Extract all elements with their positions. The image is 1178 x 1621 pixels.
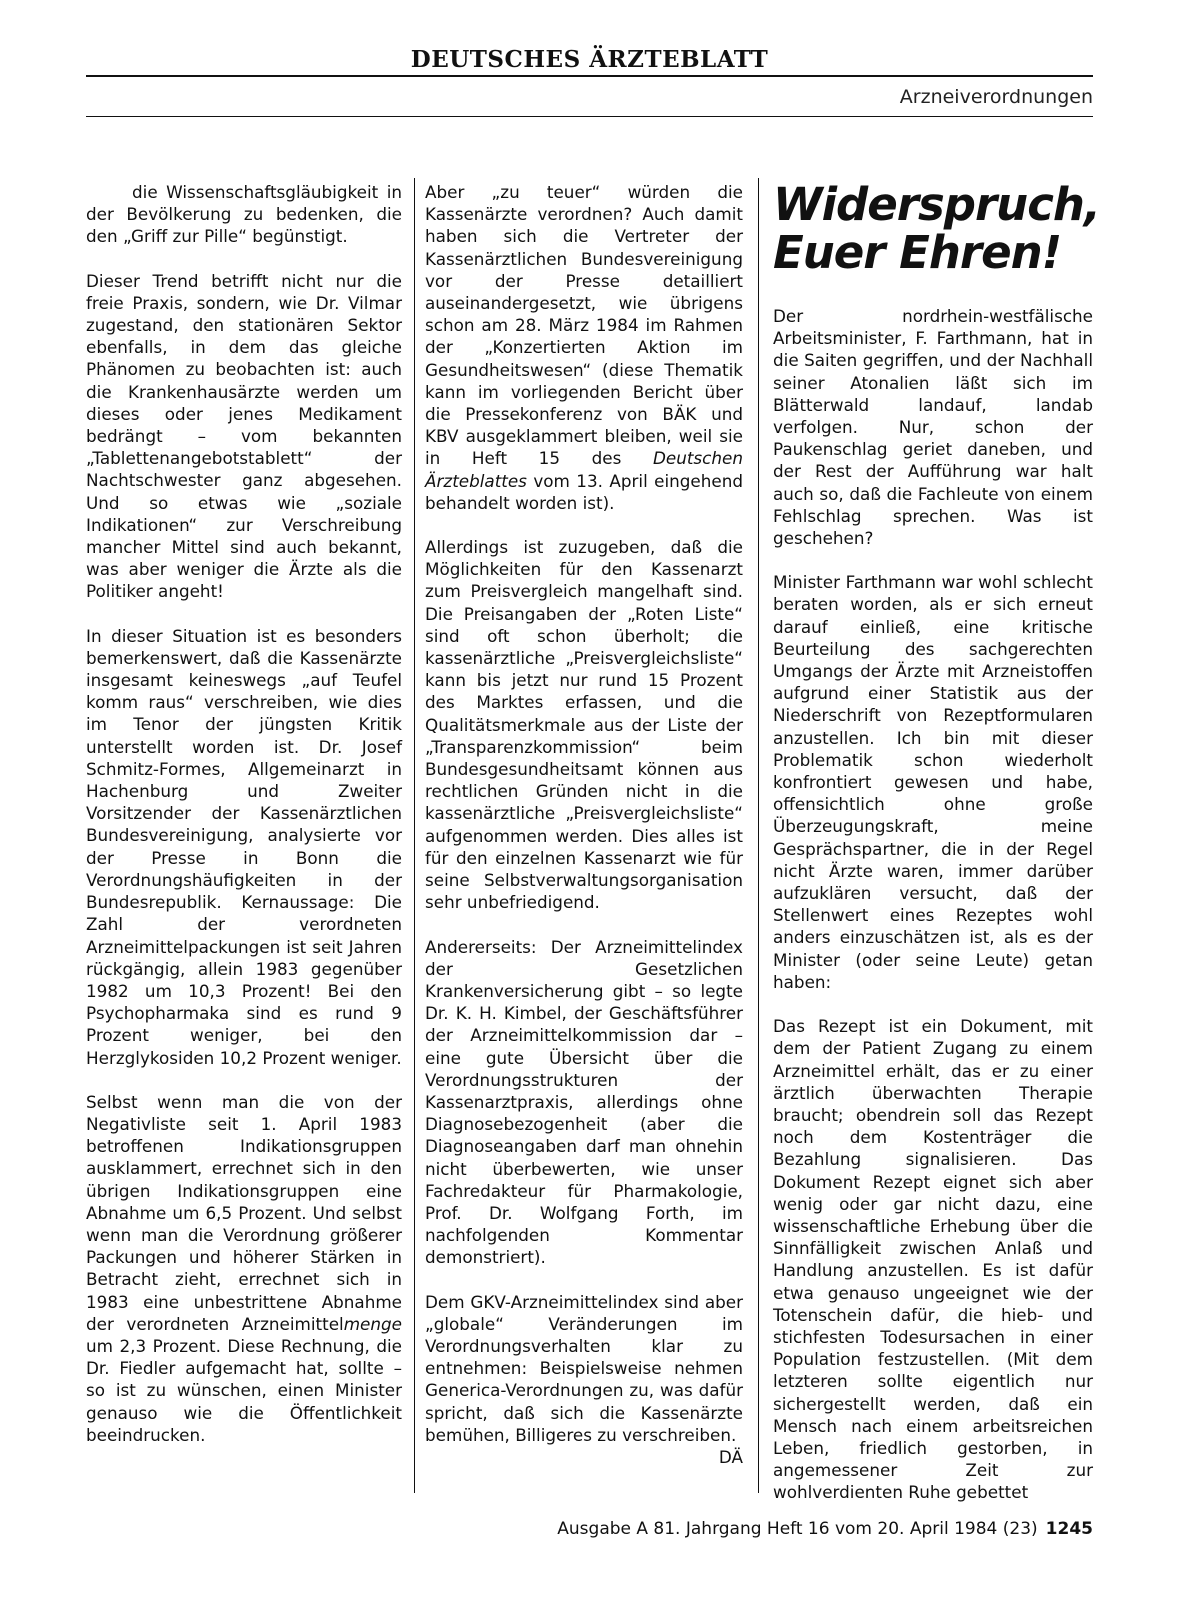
text-run: Selbst wenn man die von der Negativliste seit 1. April 1983 betroffenen Indikationsgruppen ausklammert, errechnet sich in den übrigen Indikationsgruppen eine Abnahme um 6,5 Prozent. Und selbst wenn man die Verordnung größerer Packungen und höherer Stärken in Betracht zieht, errechnet sich in 1983 eine unbestrittene Abnahme der verordneten Arzneimittel	[86, 1091, 402, 1334]
paragraph	[86, 1091, 402, 1446]
commentary-column	[773, 178, 1101, 1526]
emphasis: Deutschen Ärzteblattes	[425, 448, 743, 491]
paragraph: In dieser Situation ist es besonders bemerkenswert, daß die Kassenärzte insgesamt keineswegs „auf Teufel komm raus“ verschreiben, wie dies im Tenor der jüngsten Kritik unterstellt worden ist. Dr. Josef Schmitz-Formes, Allgemeinarzt in Hachenburg und Zweiter Vorsitzender der Kassenärztlichen Bundesvereinigung, analysierte vor der Presse in Bonn die Verordnungshäufigkeiten in der Bundesrepublik. Kernaussage: Die Zahl der verordneten Arzneimittelpackungen ist seit Jahren rückgängig, allein 1983 gegenüber 1982 um 10,3 Prozent! Bei den Psychopharmaka sind es rund 9 Prozent weniger, bei den Herzglykosiden 10,2 Prozent weniger.	[86, 625, 402, 1068]
paragraph: Andererseits: Der Arzneimittelindex der Gesetzlichen Krankenversicherung gibt – so legte Dr. K. H. Kimbel, der Geschäftsführer der Arzneimittelkommission dar – eine gute Übersicht über die Verordnungsstrukturen der Kassenarztpraxis, allerdings ohne Diagnosebezogenheit (aber die Diagnoseangaben darf man ohnehin nicht überbewerten, wie unser Fachredakteur für Pharmakologie, Prof. Dr. Wolfgang Forth, im nachfolgenden Kommentar demonstriert).	[425, 936, 743, 1268]
emphasis: menge	[343, 1313, 402, 1334]
section-label: Arzneiverordnungen	[899, 86, 1093, 108]
text-run: um 2,3 Prozent. Diese Rechnung, die Dr. Fiedler aufgemacht hat, sollte – so ist zu wünschen, einen Minister genauso wie die Öffentlichkeit beeindrucken.	[86, 1335, 402, 1445]
paragraph	[425, 181, 743, 514]
journal-title: DEUTSCHES ÄRZTEBLATT	[410, 46, 769, 73]
paragraph: die Wissenschaftsgläubigkeit in der Bevölkerung zu bedenken, die den „Griff zur Pille“ begünstigt.	[86, 182, 402, 247]
paragraph: Allerdings ist zuzugeben, daß die Möglichkeiten für den Kassenarzt zum Preisvergleich mangelhaft sind. Die Preisangaben der „Roten Liste“ sind oft schon überholt; die kassenärztliche „Preisvergleichsliste“ kann bis jetzt nur rund 15 Prozent des Marktes erfassen, und die Qualitätsmerkmale aus der Liste der „Transparenzkommission“ beim Bundesgesundheitsamt können aus rechtlichen Gründen nicht in die kassenärztliche „Preisvergleichsliste“ aufgenommen werden. Dies alles ist für den einzelnen Kassenarzt wie für seine Selbstverwaltungsorganisation sehr unbefriedigend.	[425, 537, 743, 913]
text-run: vom 13. April eingehend behandelt worden ist).	[425, 470, 743, 513]
column-divider-left	[414, 178, 415, 1493]
headline-line: Euer Ehren!	[773, 226, 1062, 279]
paragraph	[425, 1291, 743, 1467]
paragraph: Das Rezept ist ein Dokument, mit dem der Patient Zugang zu einem Arzneimittel erhält, das er zu einer ärztlich überwachten Therapie braucht; obendrein soll das Rezept noch dem Kostenträger die Bezahlung signalisieren. Das Dokument Rezept eignet sich aber wenig oder gar nicht dazu, eine wissenschaftliche Erhebung über die Sinnfälligkeit zwischen Anlaß und Handlung anzustellen. Es ist dafür etwa genauso ungeeignet wie der Totenschein dafür, die hieb- und stichfesten Todesursachen in einer Population festzustellen. (Mit dem letzteren sollte eigentlich nur sichergestellt werden, daß ein Mensch nach einem arbeitsreichen Leben, friedlich gestorben, in angemessener Zeit zur wohlverdienten Ruhe gebettet	[773, 1016, 1093, 1503]
article-column-1	[86, 181, 402, 1468]
paragraph: Minister Farthmann war wohl schlecht beraten worden, als er sich erneut darauf einließ, eine kritische Beurteilung des sachgerechten Umgangs der Ärzte mit Arzneistoffen aufgrund einer Statistik aus der Niederschrift von Rezeptformularen anzustellen. Ich bin mit dieser Problematik schon wiederholt konfrontiert gewesen und habe, offensichtlich ohne große Überzeugungskraft, meine Gesprächspartner, die in der Regel nicht Ärzte waren, immer darüber aufzuklären versucht, daß der Stellenwert eines Rezeptes wohl anders einzuschätzen ist, als es der Minister (oder seine Leute) getan haben:	[773, 572, 1093, 992]
text-run: Dem GKV-Arzneimittelindex sind aber „globale“ Veränderungen im Verordnungsverhalten klar zu entnehmen: Beispielsweise nehmen Generica-Verordnungen zu, was dafür spricht, daß sich die Kassenärzte bemühen, Billigeres zu verschreiben.	[425, 1291, 743, 1445]
headline-line: Widerspruch,	[773, 178, 1101, 231]
paragraph: Der nordrhein-westfälische Arbeitsminister, F. Farthmann, hat in die Saiten gegriffen, und der Nachhall seiner Atonalien läßt sich im Blätterwald landauf, landab verfolgen. Nur, schon der Paukenschlag geriet daneben, und der Rest der Aufführung war halt auch so, daß die Fachleute von einem Fehlschlag sprechen. Was ist geschehen?	[773, 306, 1093, 549]
page-number: 1245	[1045, 1519, 1093, 1539]
commentary-headline	[773, 178, 1101, 279]
text-run: Aber „zu teuer“ würden die Kassenärzte verordnen? Auch damit haben sich die Vertreter der Kassenärztlichen Bundesvereinigung vor der Presse detailliert auseinandergesetzt, wie übrigens schon am 28. März 1984 im Rahmen der „Konzertierten Aktion im Gesundheitswesen“ (diese Thematik kann im vorliegenden Bericht über die Pressekonferenz von BÄK und KBV ausgeklammert bleiben, weil sie in Heft 15 des	[425, 182, 743, 469]
paragraph: Dieser Trend betrifft nicht nur die freie Praxis, sondern, wie Dr. Vilmar zugestand, den stationären Sektor ebenfalls, in dem das gleiche Phänomen zu beobachten ist: auch die Krankenhausärzte werden um dieses oder jenes Medikament bedrängt – vom bekannten „Tablettenangebotstablett“ der Nachtschwester ganz abgesehen. Und so etwas wie „soziale Indikationen“ zur Verschreibung mancher Mittel sind auch bekannt, was aber weniger die Ärzte als die Politiker angeht!	[86, 270, 402, 602]
issue-info: Ausgabe A 81. Jahrgang Heft 16 vom 20. April 1984 (23)	[557, 1519, 1038, 1539]
author-signature: DÄ	[718, 1446, 743, 1467]
masthead-rule-bottom	[86, 116, 1093, 117]
article-column-2	[425, 181, 743, 1468]
masthead-rule-top	[86, 75, 1093, 77]
column-divider-right	[758, 178, 759, 1493]
page-footer	[557, 1519, 1093, 1539]
